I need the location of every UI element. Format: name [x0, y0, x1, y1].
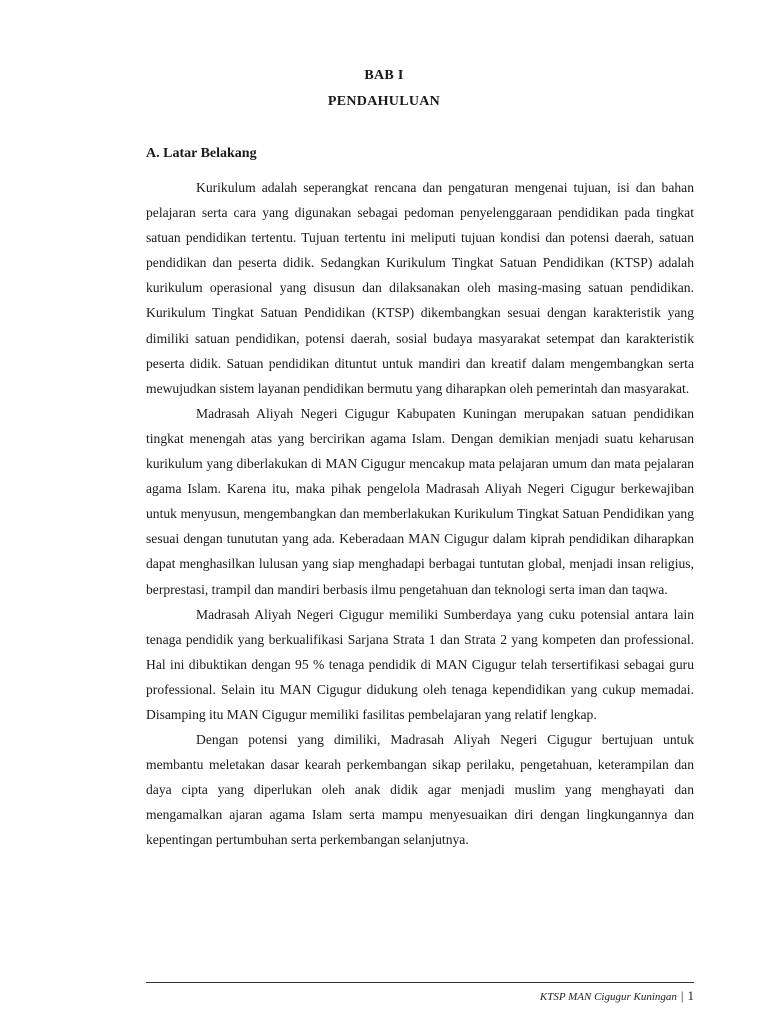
chapter-number: BAB I — [364, 68, 404, 83]
page-footer — [540, 988, 694, 1004]
paragraph-1: Kurikulum adalah seperangkat rencana dan pengaturan mengenai tujuan, isi dan bahan pelajaran serta cara yang digunakan sebagai pedoman penyelenggaraan pendidikan pada tingkat satuan pendidikan tertentu. Tujuan tertentu ini meliputi tujuan kondisi dan potensi daerah, satuan pendidikan dan peserta didik. Sedangkan Kurikulum Tingkat Satuan Pendidikan (KTSP) adalah kurikulum operasional yang disusun dan dilaksanakan oleh masing-masing satuan pendidikan. Kurikulum Tingkat Satuan Pendidikan (KTSP) dikembangkan sesuai dengan karakteristik yang dimiliki satuan pendidikan, potensi daerah, sosial budaya masyarakat setempat dan karakteristik peserta didik. Satuan pendidikan dituntut untuk mandiri dan kreatif dalam mengembangkan serta mewujudkan sistem layanan pendidikan bermutu yang diharapkan oleh pemerintah dan masyarakat. — [146, 180, 694, 396]
paragraph-4: Dengan potensi yang dimiliki, Madrasah Aliyah Negeri Cigugur bertujuan untuk membantu meletakan dasar kearah perkembangan sikap perilaku, pengetahuan, keterampilan dan daya cipta yang diperlukan oleh anak didik agar menjadi muslim yang menghayati dan mengamalkan ajaran agama Islam serta mampu menyesuaikan diri dengan lingkungannya dan kepentingan pertumbuhan serta perkembangan selanjutnya. — [146, 732, 694, 848]
section-heading: A. Latar Belakang — [146, 146, 257, 161]
footer-label: KTSP MAN Cigugur Kuningan — [539, 991, 677, 1003]
body-text — [146, 175, 694, 853]
footer-divider — [146, 982, 694, 983]
footer-separator: | — [680, 988, 684, 1003]
paragraph-3: Madrasah Aliyah Negeri Cigugur memiliki Sumberdaya yang cuku potensial antara lain tenaga pendidik yang berkualifikasi Sarjana Strata 1 dan Strata 2 yang kompeten dan professional. Hal ini dibuktikan dengan 95 % tenaga pendidik di MAN Cigugur telah tersertifikasi sebagai guru professional. Selain itu MAN Cigugur didukung oleh tenaga kependidikan yang cukup memadai. Disamping itu MAN Cigugur memiliki fasilitas pembelajaran yang relatif lengkap. — [146, 606, 694, 722]
paragraph-2: Madrasah Aliyah Negeri Cigugur Kabupaten Kuningan merupakan satuan pendidikan tingkat menengah atas yang bercirikan agama Islam. Dengan demikian menjadi suatu keharusan kurikulum yang diberlakukan di MAN Cigugur mencakup mata pelajaran umum dan mata pejalaran agama Islam. Karena itu, maka pihak pengelola Madrasah Aliyah Negeri Cigugur berkewajiban untuk menyusun, mengembangkan dan memberlakukan Kurikulum Tingkat Satuan Pendidikan yang sesuai dengan tunututan yang ada. Keberadaan MAN Cigugur dalam kiprah pendidikan diharapkan dapat menghasilkan lulusan yang siap menghadapi berbagai tuntutan global, menjadi insan religius, berprestasi, trampil dan mandiri berbasis ilmu pengetahuan dan teknologi serta iman dan taqwa. — [146, 405, 694, 597]
chapter-title: PENDAHULUAN — [327, 94, 441, 109]
page-number: 1 — [687, 988, 694, 1003]
